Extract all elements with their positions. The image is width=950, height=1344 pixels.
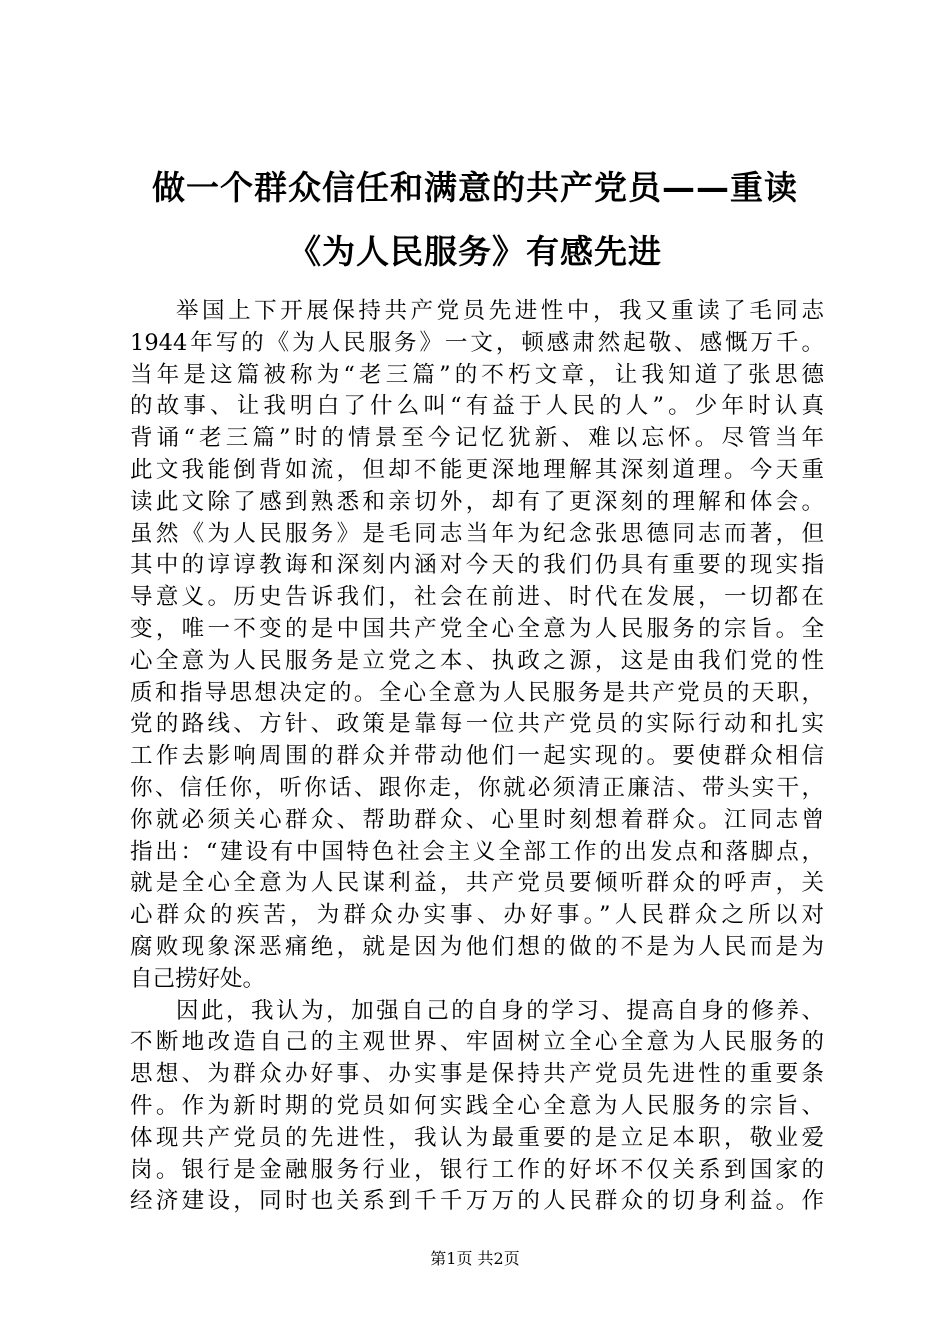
paragraph-line: 不断地改造自己的主观世界、牢固树立全心全意为人民服务的 bbox=[130, 1029, 824, 1056]
paragraph-line: 因此，我认为，加强自己的自身的学习、提高自身的修养、 bbox=[176, 997, 824, 1024]
paragraph-line: 导意义。历史告诉我们，社会在前进、时代在发展，一切都在 bbox=[130, 584, 824, 611]
paragraph-line: 就是全心全意为人民谋利益，共产党员要倾听群众的呼声，关 bbox=[130, 870, 824, 897]
paragraph-line: 腐败现象深恶痛绝，就是因为他们想的做的不是为人民而是为 bbox=[130, 933, 824, 960]
paragraph-line: 经济建设，同时也关系到千千万万的人民群众的切身利益。作 bbox=[130, 1188, 824, 1215]
paragraph-line: 1944年写的《为人民服务》一文，顿感肃然起敬、感慨万千。 bbox=[130, 329, 824, 356]
paragraph-line: 岗。银行是金融服务行业，银行工作的好坏不仅关系到国家的 bbox=[130, 1156, 824, 1183]
page-number-footer: 第1页 共2页 bbox=[430, 1249, 520, 1268]
paragraph-line: 质和指导思想决定的。全心全意为人民服务是共产党员的天职， bbox=[130, 679, 824, 706]
paragraph-line: 其中的谆谆教诲和深刻内涵对今天的我们仍具有重要的现实指 bbox=[130, 552, 824, 579]
paragraph-line: 当年是这篇被称为“老三篇”的不朽文章，让我知道了张思德 bbox=[130, 361, 824, 388]
paragraph-line: 的故事、让我明白了什么叫“有益于人民的人”。少年时认真 bbox=[130, 393, 824, 420]
paragraph-line: 背诵“老三篇”时的情景至今记忆犹新、难以忘怀。尽管当年 bbox=[130, 425, 824, 452]
paragraph-line: 思想、为群众办好事、办实事是保持共产党员先进性的重要条 bbox=[130, 1061, 824, 1088]
paragraph-line: 工作去影响周围的群众并带动他们一起实现的。要使群众相信 bbox=[130, 743, 824, 770]
paragraph-line: 变，唯一不变的是中国共产党全心全意为人民服务的宗旨。全 bbox=[130, 615, 824, 642]
paragraph-line: 件。作为新时期的党员如何实践全心全意为人民服务的宗旨、 bbox=[130, 1092, 824, 1119]
document-title-line-2: 《为人民服务》有感先进 bbox=[288, 232, 662, 271]
document-title-line-1: 做一个群众信任和满意的共产党员——重读 bbox=[152, 168, 798, 207]
paragraph-line: 党的路线、方针、政策是靠每一位共产党员的实际行动和扎实 bbox=[130, 711, 824, 738]
paragraph-line: 举国上下开展保持共产党员先进性中，我又重读了毛同志 bbox=[176, 298, 824, 324]
paragraph-line: 你就必须关心群众、帮助群众、心里时刻想着群众。江同志曾 bbox=[130, 806, 824, 833]
paragraph-line: 体现共产党员的先进性，我认为最重要的是立足本职，敬业爱 bbox=[130, 1124, 824, 1151]
paragraph-line: 心全意为人民服务是立党之本、执政之源，这是由我们党的性 bbox=[130, 647, 824, 674]
paragraph-line: 此文我能倒背如流，但却不能更深地理解其深刻道理。今天重 bbox=[130, 456, 824, 483]
document-body bbox=[130, 296, 824, 1218]
paragraph-line: 指出：“建设有中国特色社会主义全部工作的出发点和落脚点， bbox=[130, 838, 824, 865]
paragraph-line: 自己捞好处。 bbox=[130, 965, 266, 992]
paragraph-line: 心群众的疾苦，为群众办实事、办好事。”人民群众之所以对 bbox=[130, 902, 824, 929]
paragraph-line: 你、信任你，听你话、跟你走，你就必须清正廉洁、带头实干， bbox=[130, 774, 824, 801]
paragraph-line: 虽然《为人民服务》是毛同志当年为纪念张思德同志而著，但 bbox=[130, 520, 824, 547]
paragraph-line: 读此文除了感到熟悉和亲切外，却有了更深刻的理解和体会。 bbox=[130, 488, 824, 515]
